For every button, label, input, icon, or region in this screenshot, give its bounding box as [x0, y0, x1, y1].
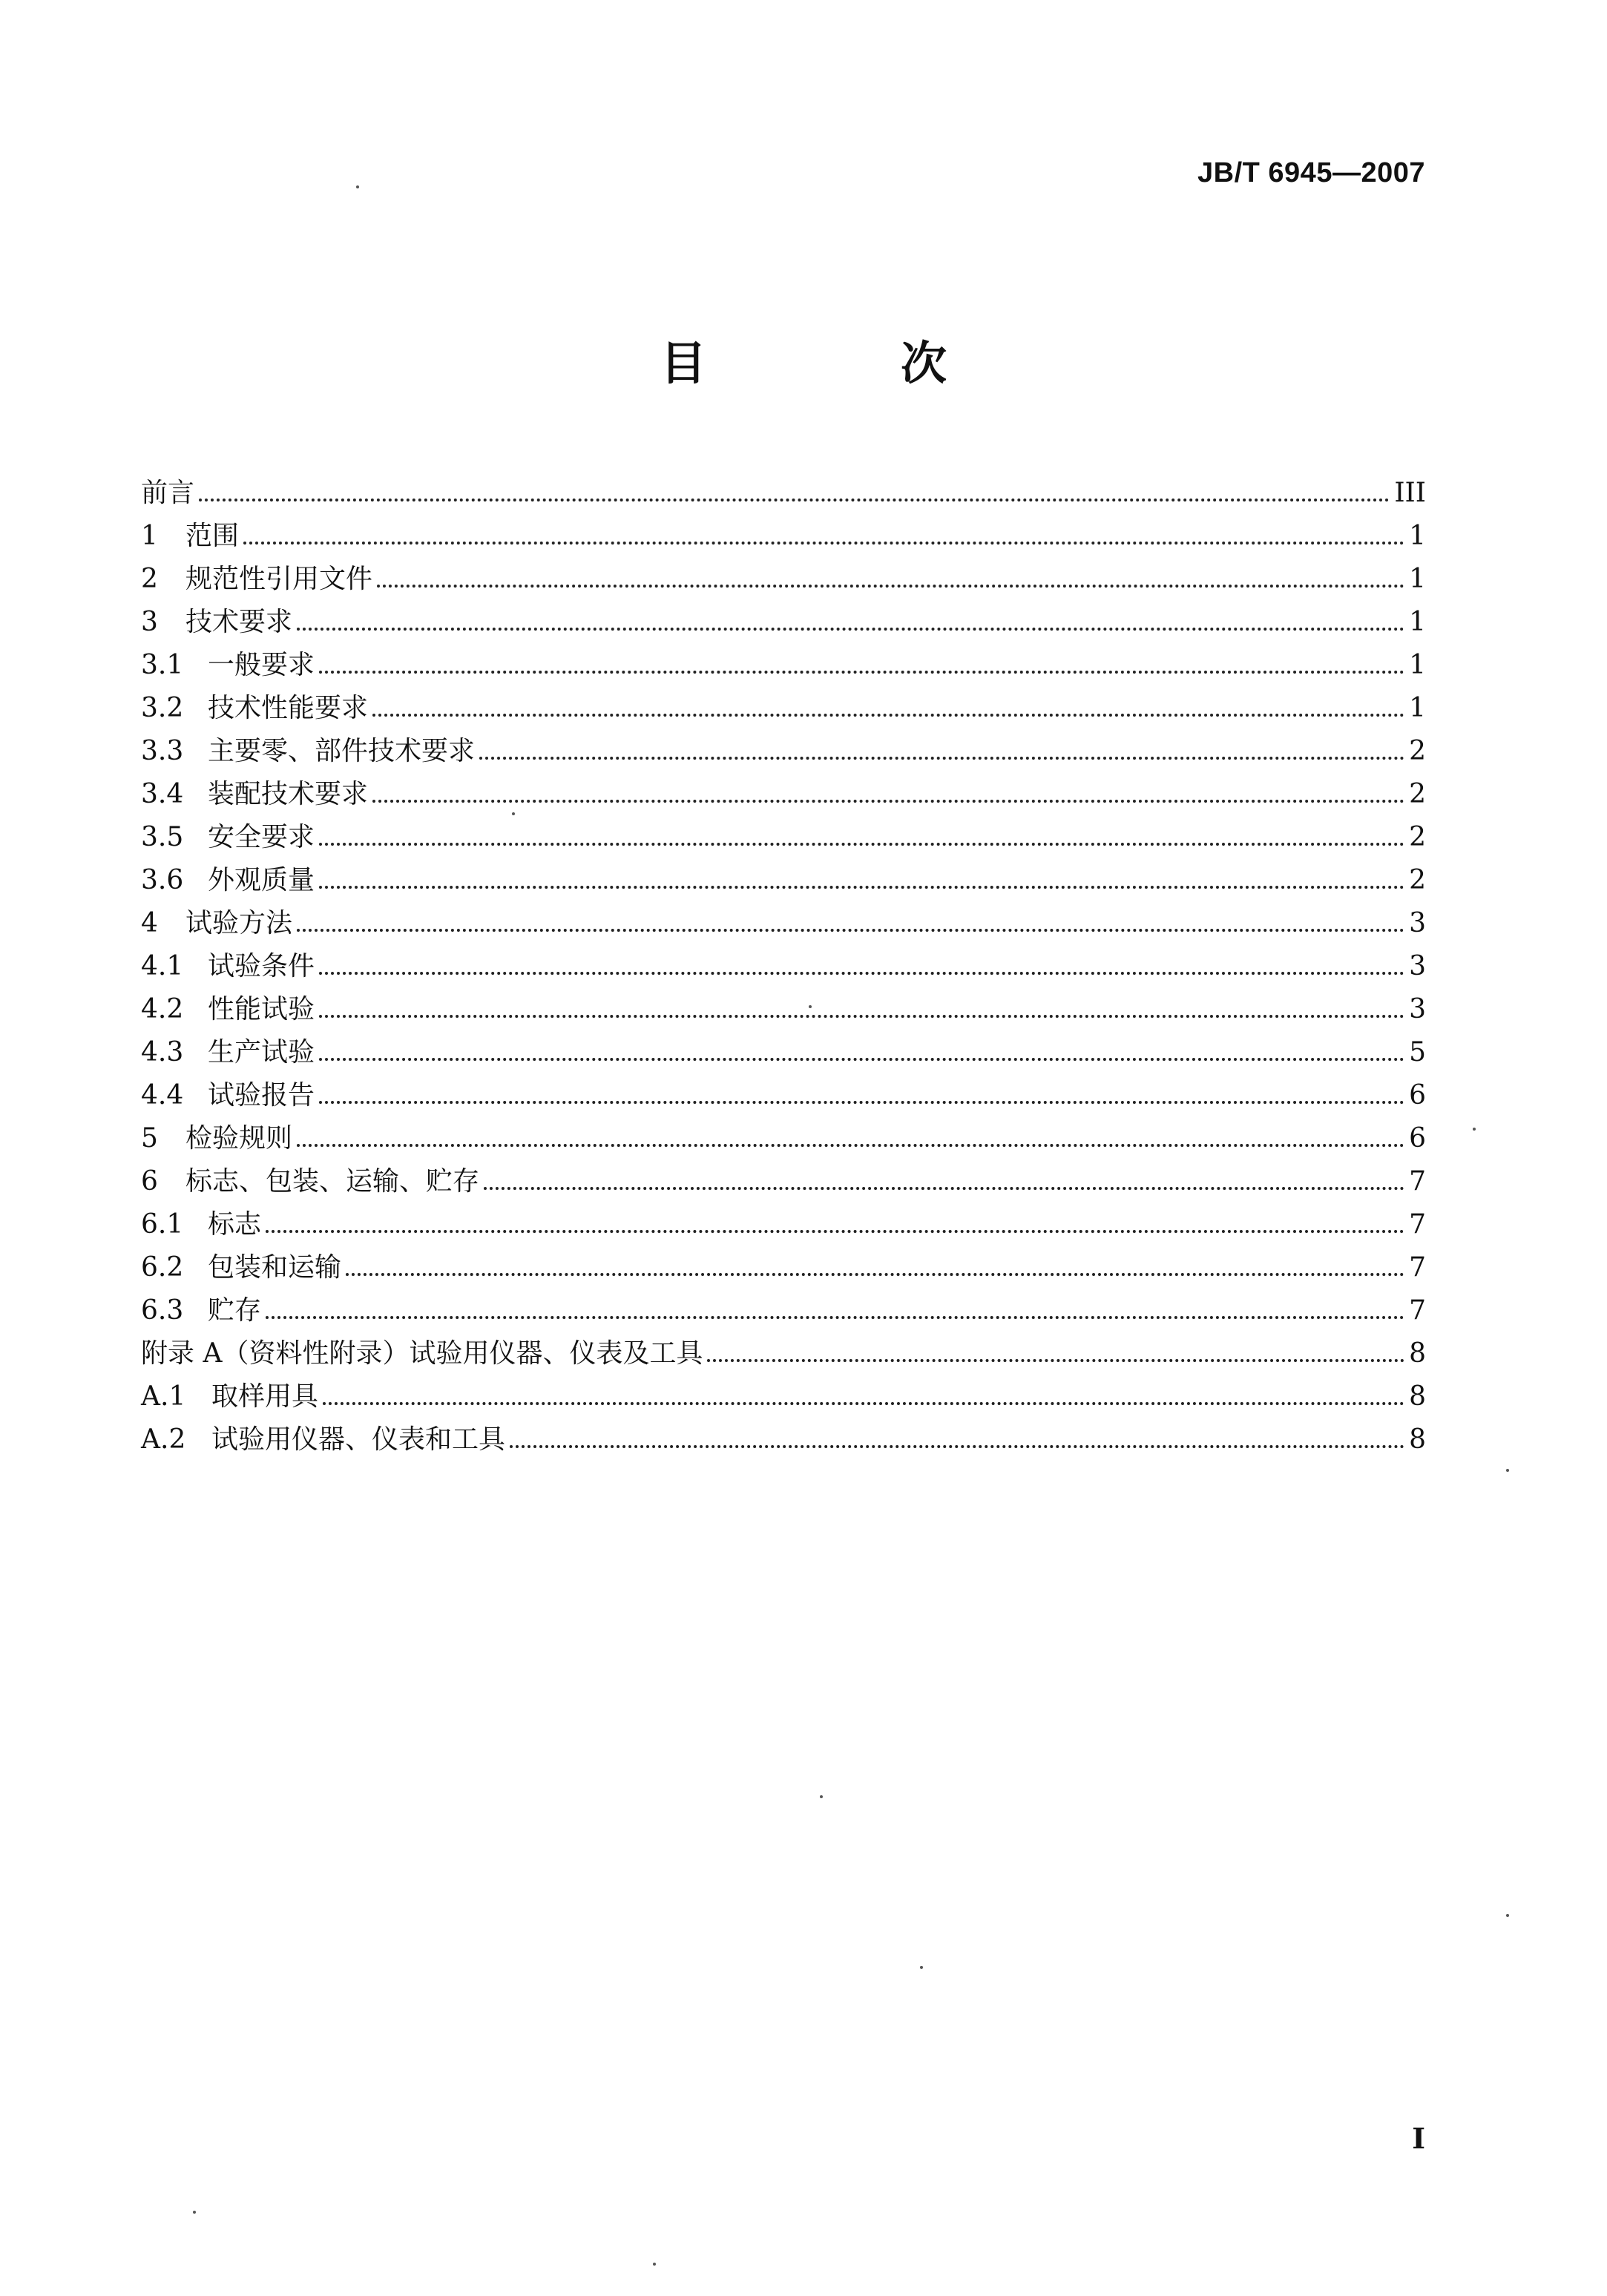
- scan-speck: [809, 1005, 812, 1008]
- toc-entry-page: 3: [1409, 951, 1426, 981]
- dot-leader: [323, 1402, 1404, 1405]
- dot-leader: [297, 929, 1404, 932]
- toc-entry-number: 3.6: [141, 865, 184, 895]
- dot-leader: [319, 1015, 1404, 1018]
- toc-entry-label: 取样用具: [211, 1381, 319, 1412]
- toc-entry-6-2[interactable]: [141, 1240, 1426, 1283]
- dot-leader: [510, 1445, 1404, 1448]
- toc-entry-number: 2: [141, 564, 158, 594]
- toc-entry-label: 贮存: [208, 1295, 262, 1326]
- toc-entry-number: 6.3: [141, 1295, 184, 1326]
- toc-entry-label: 性能试验: [208, 994, 315, 1024]
- toc-entry-number: 4.4: [141, 1080, 184, 1111]
- toc-entry-3-4[interactable]: [141, 766, 1426, 809]
- toc-entry-3-1[interactable]: [141, 637, 1426, 680]
- toc-entry-1[interactable]: [141, 508, 1426, 551]
- toc-entry-page: 2: [1409, 736, 1426, 766]
- toc-entry-number: 6.2: [141, 1252, 184, 1283]
- toc-entry-number: 6: [141, 1166, 158, 1197]
- scan-speck: [820, 1795, 823, 1798]
- toc-entry-number: 1: [141, 521, 158, 551]
- toc-entry-label: 试验条件: [208, 951, 315, 981]
- toc-entry-3-3[interactable]: [141, 723, 1426, 766]
- toc-entry-number: 5: [141, 1123, 158, 1154]
- toc-entry-6-1[interactable]: [141, 1197, 1426, 1240]
- table-of-contents: [141, 465, 1426, 1455]
- toc-entry-4[interactable]: [141, 895, 1426, 938]
- dot-leader: [479, 757, 1404, 760]
- page-title: 目 次: [660, 336, 1021, 390]
- toc-entry-number: 4.1: [141, 951, 184, 981]
- toc-entry-page: 7: [1409, 1252, 1426, 1283]
- toc-entry-3-2[interactable]: [141, 680, 1426, 723]
- scan-speck: [512, 812, 515, 815]
- toc-entry-number: 3.3: [141, 736, 184, 766]
- toc-entry-label: 规范性引用文件: [185, 564, 373, 594]
- toc-entry-page: III: [1394, 478, 1426, 508]
- toc-entry-page: 2: [1409, 779, 1426, 809]
- toc-entry-label: 试验报告: [208, 1080, 315, 1111]
- toc-entry-6[interactable]: [141, 1154, 1426, 1197]
- toc-entry-page: 3: [1409, 994, 1426, 1024]
- toc-entry-label: 标志、包装、运输、贮存: [185, 1166, 480, 1197]
- toc-entry-page: 8: [1409, 1424, 1426, 1455]
- dot-leader: [319, 843, 1404, 846]
- toc-entry-a-2[interactable]: [141, 1412, 1426, 1455]
- toc-entry-number: 4.3: [141, 1037, 184, 1068]
- toc-entry-3-6[interactable]: [141, 852, 1426, 895]
- dot-leader: [484, 1187, 1404, 1190]
- dot-leader: [319, 972, 1404, 975]
- toc-entry-4-2[interactable]: [141, 981, 1426, 1024]
- toc-entry-label: 安全要求: [208, 822, 315, 852]
- toc-entry-label: 主要零、部件技术要求: [208, 736, 476, 766]
- toc-entry-label: 包装和运输: [208, 1252, 342, 1283]
- toc-entry-number: 3.5: [141, 822, 184, 852]
- toc-entry-a-1[interactable]: [141, 1369, 1426, 1412]
- dot-leader: [199, 499, 1390, 501]
- dot-leader: [377, 585, 1404, 588]
- toc-entry-number: 3: [141, 607, 158, 637]
- toc-entry-page: 6: [1409, 1080, 1426, 1111]
- scan-speck: [1506, 1469, 1509, 1472]
- toc-entry-page: 8: [1409, 1381, 1426, 1412]
- dot-leader: [297, 628, 1404, 631]
- toc-entry-6-3[interactable]: [141, 1283, 1426, 1326]
- toc-entry-page: 1: [1409, 564, 1426, 594]
- toc-entry-number: A.1: [141, 1381, 186, 1412]
- toc-entry-page: 1: [1409, 650, 1426, 680]
- dot-leader: [297, 1144, 1404, 1147]
- toc-entry-label: 试验方法: [185, 908, 293, 938]
- scan-speck: [653, 2263, 656, 2266]
- toc-entry-page: 5: [1409, 1037, 1426, 1068]
- toc-entry-label: 范围: [185, 521, 240, 551]
- toc-entry-page: 6: [1409, 1123, 1426, 1154]
- toc-entry-label: 一般要求: [208, 650, 315, 680]
- toc-entry-number: 4.2: [141, 994, 184, 1024]
- toc-entry-label: 技术性能要求: [208, 693, 369, 723]
- standard-code: JB/T 6945—2007: [1197, 157, 1425, 188]
- dot-leader: [372, 714, 1404, 717]
- toc-entry-number: 3.2: [141, 693, 184, 723]
- toc-entry-page: 3: [1409, 908, 1426, 938]
- scan-speck: [1473, 1128, 1476, 1131]
- dot-leader: [372, 800, 1404, 803]
- toc-entry-5[interactable]: [141, 1111, 1426, 1154]
- toc-entry-2[interactable]: [141, 551, 1426, 594]
- dot-leader: [266, 1316, 1404, 1319]
- toc-entry-4-1[interactable]: [141, 938, 1426, 981]
- toc-entry-number: 3.4: [141, 779, 184, 809]
- toc-entry-page: 7: [1409, 1295, 1426, 1326]
- toc-entry-page: 7: [1409, 1166, 1426, 1197]
- page-number: I: [1412, 2122, 1425, 2155]
- scan-speck: [920, 1966, 923, 1969]
- toc-entry-page: 1: [1409, 693, 1426, 723]
- toc-entry-page: 8: [1409, 1338, 1426, 1369]
- toc-entry-label: 标志: [208, 1209, 262, 1240]
- toc-entry-label: 检验规则: [185, 1123, 293, 1154]
- toc-entry-number: A.2: [141, 1424, 186, 1455]
- toc-entry-page: 2: [1409, 822, 1426, 852]
- dot-leader: [319, 671, 1404, 674]
- toc-entry-label: 生产试验: [208, 1037, 315, 1068]
- toc-entry-4-4[interactable]: [141, 1068, 1426, 1111]
- scan-speck: [193, 2211, 196, 2214]
- toc-entry-label: 前言: [141, 478, 195, 508]
- toc-entry-label: 技术要求: [185, 607, 293, 637]
- toc-entry-3[interactable]: [141, 594, 1426, 637]
- toc-entry-label: 外观质量: [208, 865, 315, 895]
- toc-entry-page: 1: [1409, 607, 1426, 637]
- toc-entry-3-5[interactable]: [141, 809, 1426, 852]
- toc-entry-4-3[interactable]: [141, 1024, 1426, 1068]
- toc-entry-foreword[interactable]: [141, 465, 1426, 508]
- scan-speck: [356, 185, 359, 188]
- toc-entry-number: 4: [141, 908, 158, 938]
- dot-leader: [319, 886, 1404, 889]
- toc-entry-page: 7: [1409, 1209, 1426, 1240]
- dot-leader: [346, 1273, 1404, 1276]
- toc-entry-number: 6.1: [141, 1209, 184, 1240]
- toc-entry-page: 2: [1409, 865, 1426, 895]
- toc-entry-label: 试验用仪器、仪表和工具: [211, 1424, 506, 1455]
- toc-entry-label: 装配技术要求: [208, 779, 369, 809]
- toc-entry-label: 附录 A（资料性附录）试验用仪器、仪表及工具: [141, 1338, 703, 1369]
- dot-leader: [707, 1359, 1404, 1362]
- dot-leader: [319, 1101, 1404, 1104]
- dot-leader: [319, 1058, 1404, 1061]
- scan-speck: [1506, 1914, 1509, 1917]
- dot-leader: [243, 542, 1404, 545]
- toc-entry-number: 3.1: [141, 650, 184, 680]
- toc-entry-page: 1: [1409, 521, 1426, 551]
- dot-leader: [266, 1230, 1404, 1233]
- toc-entry-appendix-a[interactable]: [141, 1326, 1426, 1369]
